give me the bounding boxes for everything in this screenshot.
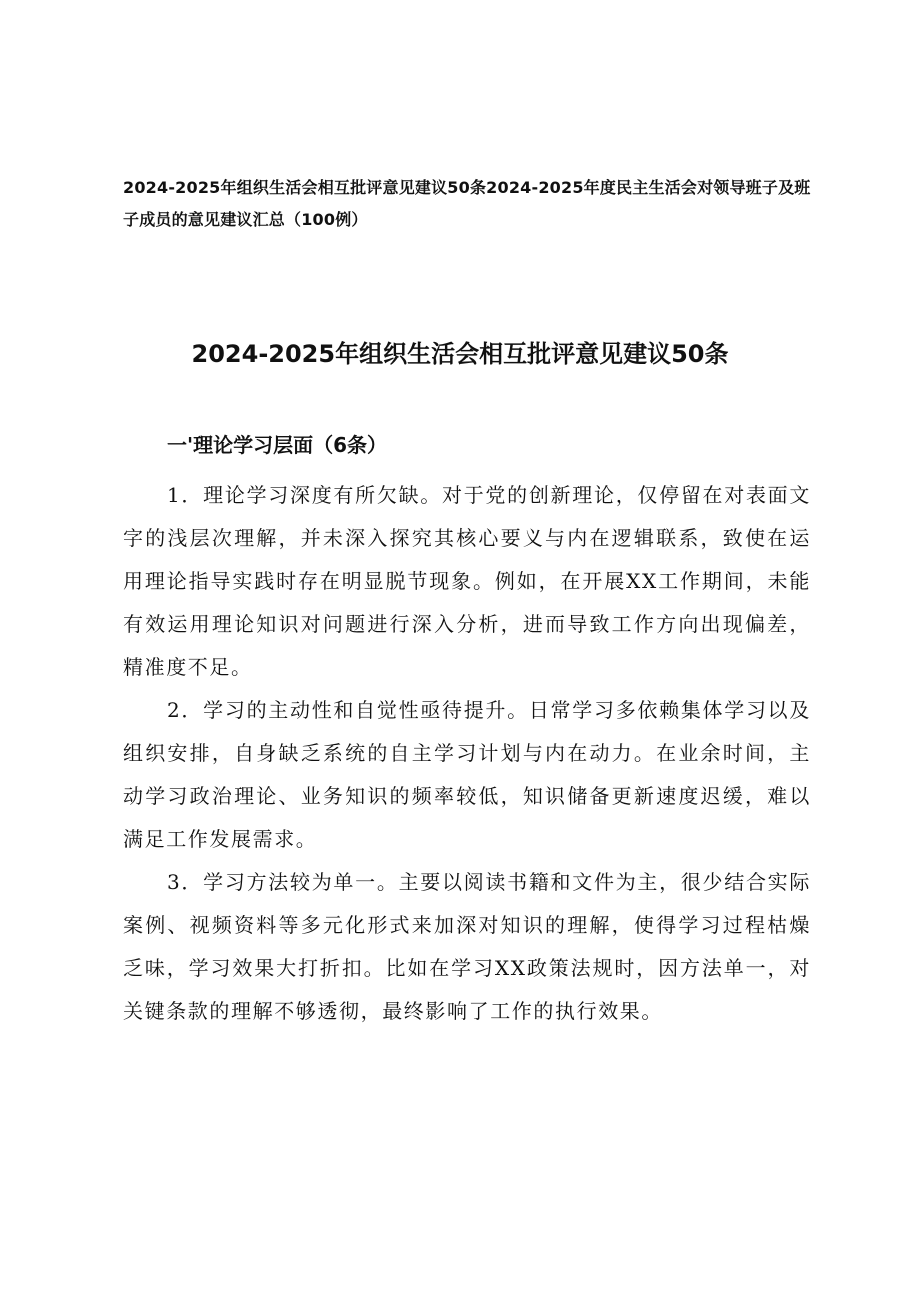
paragraph-item-2: 2．学习的主动性和自觉性亟待提升。日常学习多依赖集体学习以及组织安排，自身缺乏系统的自主学习计划与内在动力。在业余时间，主动学习政治理论、业务知识的频率较低，知识储备更新速度迟缓，难以满足工作发展需求。 (123, 698, 811, 851)
page-title: 2024-2025年组织生活会相互批评意见建议50条 (191, 340, 729, 368)
section-heading: 一'理论学习层面（6条） (167, 433, 388, 457)
paragraph-item-3: 3．学习方法较为单一。主要以阅读书籍和文件为主，很少结合实际案例、视频资料等多元化形式来加深对知识的理解，使得学习过程枯燥乏味，学习效果大打折扣。比如在学习XX政策法规时，因方法单一，对关键条款的理解不够透彻，最终影响了工作的执行效果。 (123, 870, 811, 1023)
document-header: 2024-2025年组织生活会相互批评意见建议50条2024-2025年度民主生活会对领导班子及班子成员的意见建议汇总（100例） (123, 178, 811, 229)
paragraph-item-1: 1．理论学习深度有所欠缺。对于党的创新理论，仅停留在对表面文字的浅层次理解，并未深入探究其核心要义与内在逻辑联系，致使在运用理论指导实践时存在明显脱节现象。例如，在开展XX工作期间，未能有效运用理论知识对问题进行深入分析，进而导致工作方向出现偏差，精准度不足。 (123, 483, 811, 679)
